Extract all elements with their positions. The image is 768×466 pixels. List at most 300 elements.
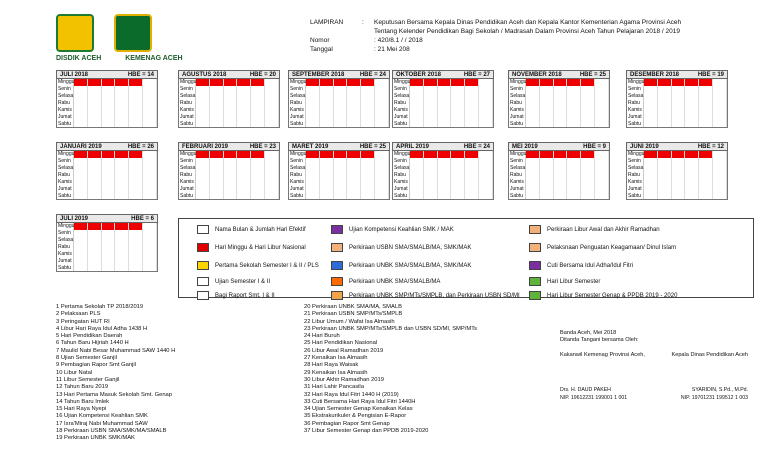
calendar-cell <box>210 86 224 93</box>
day-label: Sabtu <box>509 121 526 127</box>
calendar-cell <box>554 151 568 158</box>
calendar-row <box>392 165 494 172</box>
day-label: Sabtu <box>57 121 74 127</box>
calendar-cell <box>526 158 540 165</box>
left-signatory-nip: NIP. 19612231 199001 1 001 <box>560 395 628 401</box>
day-label: Jumat <box>393 186 410 193</box>
calendar-cell <box>224 86 238 93</box>
calendar-cell <box>595 172 609 179</box>
calendar-cell <box>74 158 88 165</box>
calendar-cell <box>265 79 279 86</box>
calendar-cell <box>438 79 452 86</box>
calendar-cell <box>361 121 375 127</box>
month-calendar <box>392 70 494 128</box>
calendar-cell <box>102 158 116 165</box>
calendar-cell <box>479 121 493 127</box>
calendar-row <box>288 172 390 179</box>
calendar-cell <box>540 86 554 93</box>
calendar-row <box>178 107 280 114</box>
month-calendar <box>178 142 280 200</box>
calendar-cell <box>224 186 238 193</box>
calendar-row <box>288 79 390 86</box>
day-label: Jumat <box>289 114 306 121</box>
calendar-cell <box>644 86 658 93</box>
month-title <box>392 70 494 79</box>
calendar-cell <box>115 251 129 258</box>
calendar-cell <box>115 121 129 127</box>
calendar-cell <box>74 79 88 86</box>
calendar-cell <box>74 186 88 193</box>
calendar-cell <box>713 114 727 121</box>
calendar-cell <box>224 121 238 127</box>
left-signatory-name: Drs. H. DAUD PAKEH <box>560 387 611 393</box>
calendar-cell <box>410 179 424 186</box>
event-line: 34 Ujian Semester Genap Kenaikan Kelas <box>304 406 413 413</box>
calendar-cell <box>672 158 686 165</box>
calendar-cell <box>74 151 88 158</box>
calendar-cell <box>265 179 279 186</box>
calendar-cell <box>644 114 658 121</box>
calendar-cell <box>451 121 465 127</box>
event-line: 21 Perkiraan USBN SMP/MTs/SMPLB <box>304 311 403 318</box>
calendar-cell <box>265 158 279 165</box>
month-hbe: HBE = 25 <box>359 143 386 150</box>
calendar-cell <box>644 151 658 158</box>
calendar-row <box>392 121 494 128</box>
legend-swatch <box>331 261 343 270</box>
calendar-cell <box>410 158 424 165</box>
month-hbe: HBE = 14 <box>127 71 154 78</box>
calendar-cell <box>567 100 581 107</box>
calendar-cell <box>526 107 540 114</box>
calendar-cell <box>210 151 224 158</box>
calendar-cell <box>102 114 116 121</box>
calendar-cell <box>347 107 361 114</box>
day-label: Sabtu <box>393 121 410 127</box>
calendar-cell <box>102 244 116 251</box>
calendar-cell <box>210 158 224 165</box>
day-label: Kamis <box>509 107 526 114</box>
calendar-cell <box>265 107 279 114</box>
calendar-cell <box>143 93 157 100</box>
event-line: 5 Hari Pendidikan Daerah <box>56 333 123 340</box>
lampiran-label: LAMPIRAN <box>310 19 344 26</box>
day-label: Jumat <box>57 114 74 121</box>
calendar-cell <box>451 93 465 100</box>
calendar-cell <box>115 258 129 265</box>
calendar-cell <box>451 86 465 93</box>
legend-item <box>529 261 633 270</box>
calendar-row <box>288 107 390 114</box>
calendar-cell <box>424 79 438 86</box>
calendar-cell <box>554 93 568 100</box>
calendar-cell <box>251 107 265 114</box>
calendar-cell <box>595 158 609 165</box>
legend-item <box>331 243 471 252</box>
calendar-cell <box>361 79 375 86</box>
calendar-cell <box>224 172 238 179</box>
calendar-cell <box>567 165 581 172</box>
calendar-cell <box>424 86 438 93</box>
calendar-cell <box>88 151 102 158</box>
calendar-cell <box>424 93 438 100</box>
calendar-cell <box>410 114 424 121</box>
calendar-cell <box>465 107 479 114</box>
legend-label: Perkiraan UNBK SMA/SMALB/MA, SMK/MAK <box>349 262 472 269</box>
calendar-cell <box>129 93 143 100</box>
calendar-cell <box>143 114 157 121</box>
calendar-cell <box>361 158 375 165</box>
calendar-cell <box>237 100 251 107</box>
month-name: MARET 2019 <box>292 143 329 150</box>
day-label: Senin <box>393 158 410 165</box>
calendar-cell <box>644 100 658 107</box>
calendar-cell <box>224 107 238 114</box>
calendar-cell <box>251 151 265 158</box>
calendar-row <box>56 258 158 265</box>
calendar-cell <box>465 151 479 158</box>
day-label: Minggu <box>394 79 411 85</box>
calendar-row <box>626 86 728 93</box>
calendar-cell <box>143 265 157 271</box>
calendar-cell <box>196 193 210 199</box>
calendar-row <box>288 158 390 165</box>
calendar-cell <box>115 107 129 114</box>
calendar-cell <box>347 151 361 158</box>
event-line: 37 Libur Semester Genap dan PPDB 2019-2020 <box>304 428 429 435</box>
calendar-cell <box>143 172 157 179</box>
day-label: Jumat <box>57 258 74 265</box>
calendar-row <box>56 244 158 251</box>
day-label: Minggu <box>510 79 527 85</box>
calendar-cell <box>713 179 727 186</box>
disdik-caption: DISDIK ACEH <box>56 55 102 62</box>
month-title <box>392 142 494 151</box>
calendar-cell <box>685 93 699 100</box>
calendar-cell <box>526 93 540 100</box>
calendar-row <box>56 79 158 86</box>
legend-label: Bagi Raport Smt. I & II <box>215 292 275 299</box>
calendar-cell <box>88 100 102 107</box>
disdik-logo <box>56 14 94 52</box>
calendar-cell <box>361 193 375 199</box>
calendar-cell <box>115 165 129 172</box>
calendar-cell <box>196 151 210 158</box>
calendar-row <box>56 121 158 128</box>
calendar-row <box>56 93 158 100</box>
calendar-cell <box>74 251 88 258</box>
calendar-cell <box>479 107 493 114</box>
month-name: JULI 2018 <box>60 71 89 78</box>
calendar-cell <box>129 237 143 244</box>
calendar-cell <box>410 79 424 86</box>
calendar-cell <box>251 186 265 193</box>
day-label: Kamis <box>627 179 644 186</box>
calendar-cell <box>595 151 609 158</box>
calendar-cell <box>237 165 251 172</box>
legend-swatch <box>331 291 343 300</box>
events-left <box>56 304 175 443</box>
month-hbe: HBE = 24 <box>359 71 386 78</box>
calendar-cell <box>129 179 143 186</box>
calendar-row <box>508 86 610 93</box>
calendar-cell <box>143 107 157 114</box>
calendar-cell <box>102 121 116 127</box>
calendar-cell <box>699 151 713 158</box>
calendar-cell <box>306 121 320 127</box>
calendar-cell <box>567 86 581 93</box>
calendar-cell <box>347 158 361 165</box>
calendar-cell <box>581 93 595 100</box>
calendar-cell <box>265 100 279 107</box>
calendar-cell <box>224 100 238 107</box>
calendar-cell <box>581 172 595 179</box>
calendar-cell <box>581 179 595 186</box>
day-label: Rabu <box>179 172 196 179</box>
day-label: Selasa <box>58 93 74 99</box>
calendar-cell <box>526 193 540 199</box>
month-name: JANUARI 2019 <box>60 143 102 150</box>
calendar-row <box>56 237 158 244</box>
calendar-cell <box>699 172 713 179</box>
calendar-cell <box>129 193 143 199</box>
legend-item <box>197 243 306 252</box>
calendar-cell <box>129 230 143 237</box>
calendar-row <box>508 172 610 179</box>
calendar-cell <box>224 165 238 172</box>
calendar-row <box>56 179 158 186</box>
calendar-cell <box>451 165 465 172</box>
calendar-cell <box>102 86 116 93</box>
calendar-row <box>288 179 390 186</box>
calendar-cell <box>265 193 279 199</box>
day-label: Rabu <box>393 172 410 179</box>
calendar-cell <box>410 165 424 172</box>
legend-swatch <box>529 225 541 234</box>
calendar-cell <box>672 121 686 127</box>
day-label: Senin <box>179 158 196 165</box>
calendar-cell <box>479 165 493 172</box>
calendar-row <box>508 107 610 114</box>
legend-item <box>331 225 454 234</box>
calendar-cell <box>143 179 157 186</box>
calendar-cell <box>237 93 251 100</box>
calendar-cell <box>644 193 658 199</box>
calendar-cell <box>465 86 479 93</box>
legend-swatch <box>331 277 343 286</box>
legend-item <box>529 291 677 300</box>
calendar-cell <box>554 165 568 172</box>
calendar-cell <box>685 107 699 114</box>
calendar-cell <box>251 193 265 199</box>
month-hbe: HBE = 25 <box>579 71 606 78</box>
day-label: Minggu <box>58 79 75 85</box>
day-label: Sabtu <box>179 193 196 199</box>
calendar-cell <box>658 79 672 86</box>
calendar-cell <box>102 237 116 244</box>
calendar-row <box>288 165 390 172</box>
calendar-cell <box>438 193 452 199</box>
day-label: Sabtu <box>627 193 644 199</box>
calendar-cell <box>685 165 699 172</box>
calendar-row <box>392 93 494 100</box>
calendar-cell <box>237 172 251 179</box>
calendar-cell <box>424 121 438 127</box>
calendar-cell <box>196 107 210 114</box>
calendar-cell <box>410 107 424 114</box>
calendar-row <box>178 114 280 121</box>
calendar-cell <box>672 79 686 86</box>
calendar-cell <box>672 100 686 107</box>
calendar-cell <box>438 114 452 121</box>
calendar-row <box>508 100 610 107</box>
calendar-cell <box>74 179 88 186</box>
calendar-cell <box>74 107 88 114</box>
legend-item <box>331 291 520 300</box>
calendar-cell <box>713 86 727 93</box>
day-label: Minggu <box>58 151 75 157</box>
calendar-row <box>56 230 158 237</box>
calendar-cell <box>265 165 279 172</box>
calendar-row <box>508 158 610 165</box>
calendar-cell <box>479 114 493 121</box>
month-hbe: HBE = 23 <box>249 143 276 150</box>
event-line: 23 Perkiraan UNBK SMP/MTs/SMPLB dan USBN SD/MI, SMP/MTs <box>304 325 477 332</box>
legend-label: Perkiraan UNBK SMA/SMALB/MA <box>349 278 441 285</box>
event-line: 13 Hari Pertama Masuk Sekolah Smt. Genap <box>56 391 172 398</box>
calendar-cell <box>224 158 238 165</box>
calendar-cell <box>424 172 438 179</box>
calendar-row <box>178 172 280 179</box>
day-label: Sabtu <box>393 193 410 199</box>
calendar-cell <box>375 158 389 165</box>
calendar-cell <box>88 258 102 265</box>
event-line: 7 Maulid Nabi Besar Muhammad SAW 1440 H <box>56 347 176 354</box>
calendar-row <box>626 114 728 121</box>
calendar-row <box>392 79 494 86</box>
legend-item <box>197 225 306 234</box>
calendar-cell <box>196 79 210 86</box>
calendar-cell <box>196 86 210 93</box>
event-line: 36 Pembagian Rapor Smt Genap <box>304 420 390 427</box>
calendar-cell <box>347 193 361 199</box>
calendar-cell <box>713 151 727 158</box>
calendar-cell <box>115 93 129 100</box>
month-name: NOVEMBER 2018 <box>512 71 562 78</box>
calendar-cell <box>658 151 672 158</box>
legend-swatch <box>197 261 209 270</box>
legend-item <box>529 277 600 286</box>
legend-item <box>331 261 471 270</box>
calendar-cell <box>465 186 479 193</box>
day-label: Jumat <box>627 186 644 193</box>
calendar-cell <box>479 186 493 193</box>
month-hbe: HBE = 6 <box>131 215 154 222</box>
calendar-cell <box>237 151 251 158</box>
calendar-cell <box>595 107 609 114</box>
calendar-cell <box>375 151 389 158</box>
calendar-cell <box>88 244 102 251</box>
calendar-cell <box>581 114 595 121</box>
month-name: APRIL 2019 <box>396 143 429 150</box>
calendar-cell <box>672 151 686 158</box>
calendar-cell <box>699 193 713 199</box>
calendar-cell <box>88 186 102 193</box>
calendar-cell <box>567 107 581 114</box>
legend-item <box>197 291 275 300</box>
calendar-row <box>508 114 610 121</box>
calendar-cell <box>424 179 438 186</box>
calendar-cell <box>347 186 361 193</box>
calendar-cell <box>361 165 375 172</box>
calendar-cell <box>438 172 452 179</box>
calendar-cell <box>595 121 609 127</box>
calendar-cell <box>115 230 129 237</box>
calendar-cell <box>672 93 686 100</box>
calendar-cell <box>129 265 143 271</box>
calendar-cell <box>375 107 389 114</box>
calendar-cell <box>438 186 452 193</box>
calendar-cell <box>375 172 389 179</box>
calendar-cell <box>424 114 438 121</box>
calendar-cell <box>88 172 102 179</box>
calendar-cell <box>74 258 88 265</box>
calendar-cell <box>658 186 672 193</box>
calendar-cell <box>306 79 320 86</box>
legend-label: Perkiraan UNBK SMP/MTs/SMPLB, dan Perkiraan USBN SD/MI <box>349 292 520 299</box>
calendar-cell <box>237 158 251 165</box>
event-line: 24 Hari Buruh <box>304 333 340 340</box>
calendar-cell <box>375 179 389 186</box>
calendar-row <box>508 151 610 158</box>
day-label: Sabtu <box>57 193 74 199</box>
calendar-cell <box>658 179 672 186</box>
day-label: Sabtu <box>627 121 644 127</box>
month-name: JUNI 2019 <box>630 143 659 150</box>
calendar-cell <box>451 151 465 158</box>
month-calendar <box>392 142 494 200</box>
calendar-row <box>508 121 610 128</box>
calendar-cell <box>347 179 361 186</box>
calendar-cell <box>143 251 157 258</box>
calendar-cell <box>74 230 88 237</box>
day-label: Rabu <box>57 172 74 179</box>
calendar-cell <box>699 114 713 121</box>
calendar-cell <box>540 158 554 165</box>
calendar-cell <box>306 93 320 100</box>
calendar-cell <box>658 193 672 199</box>
calendar-row <box>178 121 280 128</box>
calendar-cell <box>334 165 348 172</box>
calendar-cell <box>251 100 265 107</box>
calendar-cell <box>672 193 686 199</box>
month-hbe: HBE = 24 <box>463 143 490 150</box>
calendar-row <box>392 158 494 165</box>
calendar-cell <box>699 86 713 93</box>
month-hbe: HBE = 12 <box>697 143 724 150</box>
calendar-cell <box>74 244 88 251</box>
calendar-cell <box>540 165 554 172</box>
event-line: 16 Ujian Kompetensi Keahlian SMK <box>56 413 148 420</box>
calendar-cell <box>210 172 224 179</box>
calendar-cell <box>115 237 129 244</box>
calendar-cell <box>102 179 116 186</box>
event-line: 11 Libur Semester Ganjil <box>56 376 120 383</box>
calendar-cell <box>306 86 320 93</box>
calendar-cell <box>644 179 658 186</box>
month-calendar <box>56 70 158 128</box>
calendar-cell <box>265 186 279 193</box>
